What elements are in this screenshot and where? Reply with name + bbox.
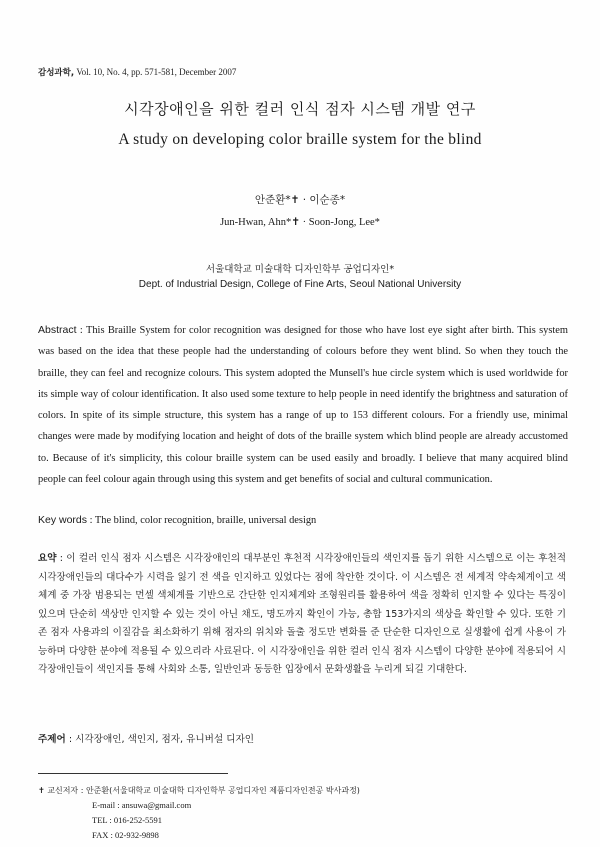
keywords-korean-text: : 시각장애인, 색인지, 점자, 유니버설 디자인 (65, 734, 255, 745)
footnote-divider (38, 773, 228, 774)
title-korean: 시각장애인을 위한 컬러 인식 점자 시스템 개발 연구 (124, 100, 476, 118)
keywords-text: : The blind, color recognition, braille, universal design (87, 515, 317, 526)
footnote-tel: TEL : 016-252-5591 (92, 815, 163, 825)
abstract-label: Abstract (38, 324, 77, 336)
summary-text: : 이 컬러 인식 점자 시스템은 시각장애인의 대부분인 후천적 시각장애인들의 색인지를 돕기 위한 시스템으로 이는 후천적 시각장애인들의 대다수가 시력을 잃기 전 색을 인지하고 있었다는 점에 착안한 것이다. 이 시스템은 전 세계적 약속체계이고 색체계 중 가장 범용되는 먼셀 색체계를 기반으로 간단한 인지체계와 조형원리를 활용하여 색을 정확히 인지할 수 있다는 특징이 있으며 단순히 색상만 인지할 수 있는 것이 아닌 채도, 명도까지 확인이 가능, 총합 153가지의 색상을 확인할 수 있다. 또한 기존 점자 사용과의 이질감을 최소화하기 위해 점자의 위치와 돌출 정도만 변화를 준 단순한 디자인으로 실생활에 쉽게 사용이 가능하며 다양한 분야에 적용될 수 있으리라 사료된다. 이 시각장애인을 위한 컬러 인식 점자 시스템이 다양한 분야에 적용되어 시각장애인들이 색인지를 통해 사회와 소통, 일반인과 동등한 입장에서 문화생활을 누리게 되길 기대한다. (38, 553, 566, 675)
affiliation-english: Dept. of Industrial Design, College of Fine Arts, Seoul National University (138, 279, 462, 290)
keywords-korean-label: 주제어 (38, 734, 66, 745)
summary-label: 요약 (38, 553, 57, 564)
keywords-korean (38, 731, 254, 745)
footnote (38, 783, 360, 843)
footnote-fax: FAX : 02-932-9898 (92, 830, 159, 840)
affiliation-korean: 서울대학교 미술대학 디자인학부 공업디자인* (205, 264, 395, 275)
journal-name: 감성과학, (38, 68, 75, 78)
abstract (38, 320, 568, 490)
footnote-email: E-mail : ansuwa@gmail.com (92, 800, 192, 810)
title-english: A study on developing color braille system for the blind (118, 131, 482, 148)
keywords-label: Key words (38, 514, 88, 526)
abstract-text: : This Braille System for color recognition was designed for those who have lost eye sight after birth. This system was based on the idea that these people had the understanding of colours before they went blind. So when they touch the braille, they can feel and recognize colours. This system adopted the Munsell's hue circle system which is used worldwide for its simple way of colour identification. It also used some texture to help people in need identify the brightness and saturation of colors. In spite of its simple structure, this system has a range of up to 153 different colours. For a friendly use, minimal changes were made by modifying location and height of dots of the braille system which blind people are already accustomed to. Because of it's simplicity, this colour braille system can be used easily and broadly. I believe that many acquired blind people can feel colour again through using this system and get benefits of social and cultural communication. (38, 325, 568, 486)
keywords (38, 514, 568, 526)
footnote-corresponding-author: ✝ 교신저자 : 안준환(서울대학교 미술대학 디자인학부 공업디자인 제품디자인전공 박사과정) (38, 786, 360, 795)
authors-english: Jun-Hwan, Ahn*✝ · Soon-Jong, Lee* (220, 217, 380, 228)
authors-korean: 안준환*✝ · 이순종* (254, 194, 346, 206)
citation-details: Vol. 10, No. 4, pp. 571-581, December 2007 (74, 67, 237, 77)
summary-korean (38, 550, 566, 680)
journal-citation (38, 66, 236, 78)
